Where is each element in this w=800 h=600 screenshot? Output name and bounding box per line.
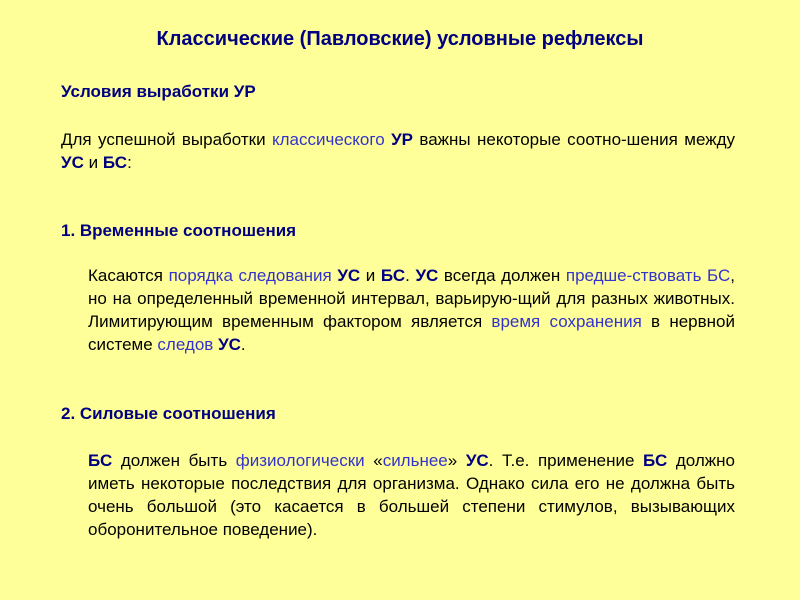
term-traces: следов [157, 335, 214, 354]
text: « [364, 451, 383, 470]
abbr-bs: БС [643, 451, 668, 470]
text: и [83, 153, 103, 172]
text: Касаются [88, 266, 169, 285]
term-classical: классического [271, 130, 385, 149]
section1-paragraph [88, 264, 735, 356]
text: важны некоторые соотно-шения между [412, 130, 736, 149]
text: Для успешной выработки [61, 130, 272, 149]
abbr-us: УС [218, 335, 241, 354]
conditions-heading: Условия выработки УР [61, 82, 256, 101]
abbr-bs: БС [380, 266, 406, 285]
abbr-us: УС [415, 266, 439, 285]
abbr-ur: УР [391, 130, 413, 149]
term-precede: предше-ствовать БС [565, 266, 731, 285]
term-order: порядка следования [168, 266, 332, 285]
text: всегда должен [438, 266, 566, 285]
abbr-bs: БС [88, 451, 113, 470]
text: в нервной системе [88, 312, 735, 354]
intro-paragraph [61, 128, 735, 174]
text: : [127, 153, 132, 172]
term-stronger: сильнее [382, 451, 448, 470]
term-physiologically: физиологически [235, 451, 365, 470]
text: . [240, 335, 246, 354]
abbr-us: УС [465, 451, 489, 470]
section1-heading: 1. Временные соотношения [61, 221, 297, 240]
text: и [360, 266, 381, 285]
term-retention-time: время сохранения [491, 312, 642, 331]
text: , но на определенный временной интервал, варьирую-щий для разных животных. Лимитирующим временным фактором является [88, 266, 735, 331]
text: . [405, 266, 416, 285]
abbr-bs: БС [102, 153, 128, 172]
abbr-us: УС [337, 266, 361, 285]
abbr-us: УС [61, 153, 84, 172]
text: должно иметь некоторые последствия для организма. Однако сила его не должна быть очень большой (это касается в большей степени стимулов, вызывающих оборонительное поведение). [88, 451, 736, 539]
section2-paragraph [88, 449, 735, 541]
text: должен быть [112, 451, 236, 470]
slide-title: Классические (Павловские) условные рефлексы [156, 28, 644, 50]
section2-heading: 2. Силовые соотношения [61, 404, 276, 423]
text: . Т.е. применение [488, 451, 644, 470]
text: » [447, 451, 466, 470]
